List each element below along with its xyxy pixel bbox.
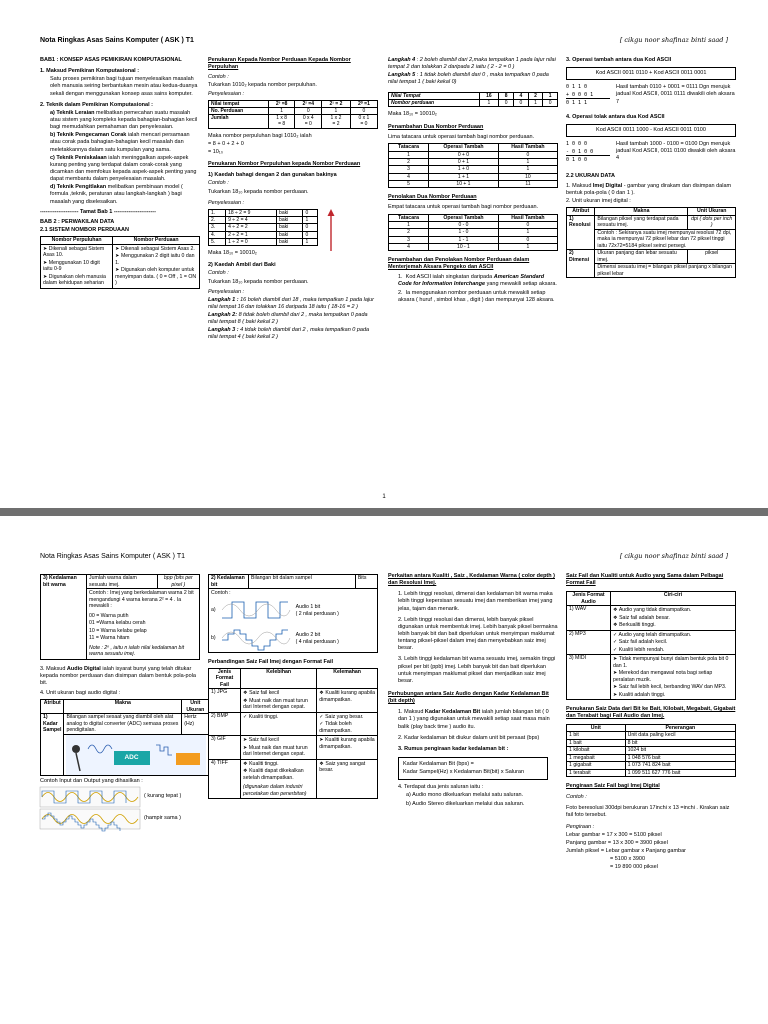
section-title: 2.2 UKURAN DATA [566, 172, 615, 179]
penyelesaian-label: Penyelesaian : [208, 90, 245, 97]
ukuran-audio-table [40, 699, 209, 776]
division-block [208, 209, 358, 246]
table-row: Nombor perduaan 1 0 0 1 0 [389, 99, 558, 106]
contoh-label: Contoh : [208, 270, 229, 277]
kadar-kedalaman-def: 1. Maksud Kadar Kedalaman Bit ialah jumlah bilangan bit ( 0 dan 1 ) yang digunakan untuk mewakili setiap saat masa main balik (play back time ) audio itu. [398, 709, 550, 730]
section-title: Penambahan dan Penolakan Nombor Perduaan dalam Menterjemah Aksara Pengeko dan ASCII [388, 257, 530, 271]
answer-line: Maka 18₁₀ = 10010₂ [388, 111, 437, 118]
table-row: 2) BMP ✓ Kualiti tinggi. ✓ Saiz yang besar. ✓ Tidak boleh dimampatkan. [209, 712, 378, 736]
doc-title: Nota Ringkas Asas Sains Komputer ( ASK ) T1 [40, 553, 185, 560]
figure-caption: Contoh Input dan Output yang dihasilkan : [40, 777, 143, 784]
saluran-b: b) Audio Stereo dikeluarkan melalui dua saluran. [406, 800, 525, 807]
division-table [208, 209, 318, 246]
table-row: 1) JPG ❖ Saiz fail kecil ❖ Muat naik dan muat turun dari Internet dengan cepat. ❖ Kualiti kurang apabila dimampatkan. [209, 689, 378, 713]
teknik-d: d) Teknik Pengitlakan melibatkan pembinaan model ( formula ,teknik, peraturan atau langkah-langkah ) bagi masalah yang diselesaikan. [50, 184, 183, 205]
table-cell: ➤ Dikenali sebagai Sistem Asas 10. ➤ Menggunakan 10 digit iaitu 0-9 ➤ Digunakan oleh manusia dalam kehidupan seharian [41, 244, 113, 288]
answer-line: = 8 + 0 + 2 + 0 [208, 140, 244, 147]
doc-title: Nota Ringkas Asas Sains Komputer ( ASK ) T1 [40, 37, 194, 44]
waveform-b [40, 809, 140, 829]
section-title: Penambahan Dua Nombor Perduaan [388, 124, 484, 131]
contoh-label: Contoh : [208, 180, 229, 187]
table-row: 1 gigabait 1 073 741 824 bait [567, 762, 736, 770]
table-row: Atribut Makna Unit Ukuran [41, 700, 209, 714]
wave-row-a [40, 787, 200, 807]
point-2: 2. Lebih tinggi resolusi dan dimensi, lebih banyak piksel digunakan untuk membentuk imej. Lebih banyak piksel bermakna lebih banyak bit dan bait diperlukan untuk menyimpan maklumat tentang piksel-piksel dalam imej dan menyebabkan saiz imej besar. [398, 616, 558, 652]
p2-column-2 [208, 572, 378, 1012]
table-row: Jumlah 1 x 8 = 8 0 x 4 = 0 1 x 2 = 2 0 x 1 = 0 [209, 115, 378, 129]
table-row: 1 bait 8 bit [567, 739, 736, 747]
penyelesaian-label: Penyelesaian : [208, 199, 245, 206]
p2-column-1 [40, 572, 205, 1012]
table-row: 1 terabait 1 099 511 627 776 bait [567, 769, 736, 777]
m1-body: Satu proses pemikiran bagi tujuan menyelesaikan masalah oleh manusia seiring berbantukan mesin atau kedua-duanya sekali dengan menggunakan konsep asas sains komputer. [50, 76, 198, 97]
nilai-tempat-table [388, 92, 558, 108]
question: Tukarkan 1010₂ kepada nombor perpuluhan. [208, 82, 317, 89]
table-header: Nombor Perduaan [113, 237, 200, 245]
table-row: 4) TIFF ❖ Kualiti tinggi. ❖ Kualiti dapat dikekalkan setelah dimampatkan. (digunakan dalam industri percetakan dan penerbitan) ❖ Saiz yang sangat besar. [209, 759, 378, 799]
table-row: Tatacara Operasi Tambah Hasil Tambah [389, 214, 558, 222]
page-header [40, 552, 728, 562]
adc-label: ADC [124, 753, 139, 761]
table-row [41, 734, 209, 775]
table-row: Jenis Format Fail Kelebihan Kelemahan [209, 668, 378, 689]
ukuran-imej-table [566, 207, 736, 278]
table-header: Nombor Perpuluhan [41, 237, 113, 245]
langkah-4: Langkah 4 : 2 boleh diambil dari 2,maka tempatkan 1 pada lajur nilai tempat 2 dan tolakkan 2 daripada 2 iaitu ( 2 - 2 = 0 ) [388, 57, 556, 71]
table-row: 1) Kadar Sampel Bilangan sampel sesaat yang diambil oleh alat analog to digital converter (ADC) semasa proses pendigitalan. Hertz (Hz) [41, 714, 209, 735]
imej-digital-def: 1. Maksud Imej Digital - gambar yang dirakam dan disimpan dalam bentuk pola-pola ( 0 dan 1 ). [566, 182, 732, 196]
table-row: 3) GIF ➤ Saiz fail kecil ➤ Muat naik dan muat turun dari Internet dengan cepat. ➤ Kualiti kurang apabila dimampatkan. [209, 736, 378, 760]
table-row: 4 10 - 1 1 [389, 243, 558, 250]
section-title: Perbandingan Saiz Fail Imej dengan Format Fail [208, 658, 333, 665]
tolak-calc: 1 0 0 0 - 0 1 0 0 0 1 0 0 Hasil tambah 1000 - 0100 = 0100 Dgn merujuk jadual Kod ASCII, 0011 0100 diwakili oleh aksara 4 [566, 141, 736, 164]
section-title: Penukaran Saiz Data dari Bit ke Bait, Kilobait, Megabait, Gigabait dan Terabait bagi Fail Audio dan Imej. [566, 706, 736, 720]
page-number: 1 [382, 494, 386, 501]
section-title: Saiz Fail dan Kualiti untuk Audio yang Sama dalam Pelbagai Format Fail [566, 573, 724, 587]
p1-column-3 [388, 56, 558, 496]
t2-title: 2. Teknik dalam Pemikiran Komputasional : [40, 101, 153, 108]
table-row: 4. 2 ÷ 2 = 1 baki 0 [209, 231, 318, 238]
tambah-result: Hasil tambah 0110 + 0001 = 0111 Dgn merujuk jadual Kod ASCII, 0011 0111 diwakili oleh aksara 7 [616, 84, 735, 105]
wave-row-b [40, 809, 200, 829]
arrow-up-icon [326, 209, 336, 251]
table-row: 2 0 + 1 1 [389, 159, 558, 166]
table-row: 1. 18 ÷ 2 = 9 baki 0 [209, 209, 318, 216]
calc-line: Jumlah piksel = Lebar gambar x Panjang gambar [566, 848, 686, 855]
wave-a-label: ( kurang tepat ) [144, 793, 182, 800]
question: Tukarkan 18₁₀ kepada nombor perduaan. [208, 278, 309, 285]
table-row: 1 kilobait 1024 bit [567, 747, 736, 755]
p2-column-3 [388, 572, 558, 1012]
unit-data-table [566, 724, 736, 778]
rumus-box: Kadar Kedalaman Bit (bps) = Kadar Sampel(Hz) x Kedalaman Bit(bit) x Saluran [398, 757, 548, 780]
unit-audio-title: 4. Unit ukuran bagi audio digital : [40, 689, 121, 696]
langkah-3: Langkah 3 : 4 tidak boleh diambil dari 2 , maka tempatkan 0 pada nilai tempat 4 ( baki kekal 2 ) [208, 327, 370, 341]
table-row: 5. 1 ÷ 2 = 0 baki 1 [209, 238, 318, 245]
ascii-box: Kod ASCII 0011 1000 - Kod ASCII 0011 0100 [566, 124, 736, 137]
audio-digital-def: 3. Maksud Audio Digital ialah isyarat bunyi yang telah ditukar kepada nombor perduaan dan disimpan dalam bentuk pola-pola bit. [40, 665, 196, 686]
answer-line: Maka 18₁₀ = 10010₂ [208, 250, 257, 257]
table-row: 3. 4 ÷ 2 = 2 baki 0 [209, 224, 318, 231]
example-text: Foto beresolusi 300dpi berukuran 17inchi x 13 =inchi . Kirakan saiz fail foto tersebut. [566, 805, 730, 819]
table-row: 1) Resolusi Bilangan piksel yang terdapat pada sesuatu imej. dpi ( dots per inch ) [567, 215, 736, 229]
table-row: Contoh : a) Audio 1 bit ( 2 nilai perduaan ) b) Audio 2 bit ( 4 nilai perduaan ) [209, 589, 378, 653]
section-title: Penukaran Nombor Perpuluhan kepada Nombor Perduaan [208, 161, 361, 168]
table-row: 3) Kedalaman bit warna Jumlah warna dalam sesuatu imej. bpp (bits per pixel ) [41, 575, 200, 589]
p1-column-2 [208, 56, 378, 496]
intro-text: Empat tatacara untuk operasi tambah bagi nombor perduaan. [388, 204, 539, 211]
table-row: Contoh : Sekiranya suatu imej mempunyai resolusi 72 dpi, maka ia mempunyai 72 piksel lebar dan 72 piksel tinggi iaitu 72x72=5184 piksel seinci persegi. [567, 229, 736, 250]
section-title: Perhubungan antara Saiz Audio dengan Kadar Kedalaman Bit (bit depth) [388, 690, 549, 705]
wave-b-label: (hampir sama ) [144, 815, 181, 822]
table-row: 1 megabait 1 048 576 bait [567, 754, 736, 762]
kaedah-2-title: 2) Kaedah Ambil dari Baki [208, 262, 276, 269]
table-row: Jenis Format Audio Ciri-ciri [567, 592, 736, 606]
ascii-point-2: 2. Ia menggunakan nombor perduaan untuk mewakili setiap aksara ( huruf , simbol khas , digit ) dan mempunyai 128 aksara. [398, 289, 555, 303]
point-1: 1. Lebih tinggi resolusi, dimensi dan kedalaman bit warna maka lebih tinggi kepersisan sesuatu imej dan memberikan imej yang jelas, tajam dan menarik. [398, 591, 553, 612]
pengiraan-label: Pengiraan : [566, 823, 595, 830]
ascii-box: Kod ASCII 0011 0110 + Kod ASCII 0011 0001 [566, 67, 736, 80]
nombor-compare-table [40, 236, 200, 289]
calc-line: Panjang gambar = 13 x 300 = 3900 piksel [566, 839, 668, 846]
bab1-title: BAB1 : KONSEP ASAS PEMIKIRAN KOMPUTASIONAL [40, 57, 182, 63]
doc-author: [ cikgu noor shafinaz binti saad ] [619, 36, 728, 44]
langkah-1: Langkah 1 : 16 boleh diambil dari 18 , maka tempatkan 1 pada lajur nilai tempat 16 dan tolakkan 16 daripada 18 iaitu ( 18-16 = 2 ) [208, 296, 375, 310]
point-2: 2. Kadar kedalaman bit diukur dalam unit bit persaat (bps) [398, 734, 540, 741]
audio-1bit-wave [220, 598, 292, 624]
table-row: 3) MIDI ➤ Tidak mempunyai bunyi dalam bentuk pola bit 0 dan 1. ➤ Merekod dan mengawal nota bagi setiap peralatan muzik. ➤ Saiz fail lebih kecil, berbanding WAV dan MP3. ➤ Kualiti adalah tinggi. [567, 655, 736, 700]
table-row: 2) MP3 ✓ Audio yang telah dimampatkan. ✓ Saiz fail adalah kecil. ✓ Kualiti lebih rendah. [567, 630, 736, 655]
microphone-icon [72, 745, 80, 753]
table-row: Unit Penerangan [567, 724, 736, 732]
table-row: Contoh : Imej yang berkedalaman warna 2 bit mengandungi 4 warna kerana 2² = 4 . Ia mewakili : 00 = Warna putih 01 =Warna kelabu cerah 10 = Warna kelabu gelap 11 = Warna hitam Note : 2ⁿ , iaitu n ialah nilai kedalaman bit warna sesuatu imej. [41, 589, 200, 660]
table-row: 2 1 - 0 1 [389, 229, 558, 236]
unit-ukuran-title: 2. Unit ukuran imej digital : [566, 197, 631, 204]
table-row: 4 1 + 1 10 [389, 173, 558, 180]
operasi-tambah-title: 3. Operasi tambah antara dua Kod ASCII [566, 57, 672, 63]
intro-text: Lima tatacara untuk operasi tambah bagi nombor perduaan. [388, 134, 535, 141]
table-row: Nilai tempat 2³ =8 2² =4 2¹ = 2 2⁰ =1 [209, 100, 378, 107]
table-row: 1 bit Unit data paling kecil [567, 732, 736, 740]
penolakan-table [388, 214, 558, 252]
operasi-tolak-title: 4. Operasi tolak antara dua Kod ASCII [566, 113, 665, 120]
s21-title: 2.1 SISTEM NOMBOR PERDUAAN [40, 226, 129, 233]
calc-line: = 5100 x 3900 [610, 856, 646, 863]
kaedah-1-title: 1) Kaedah bahagi dengan 2 dan gunakan bakinya [208, 172, 337, 179]
langkah-5: Langkah 5 : 1 tidak boleh diambil dari 0 , maka tempatkan 0 pada nilai tempat 1 ( baki kekal 0) [388, 72, 549, 86]
tambah-calc: 0 1 1 0 + 0 0 0 1 0 1 1 1 Hasil tambah 0110 + 0001 = 0111 Dgn merujuk jadual Kod ASCII, 0011 0111 diwakili oleh aksara 7 [566, 84, 735, 107]
saluran-a: a) Audio mono dikeluarkan melalui satu saluran. [406, 792, 524, 799]
format-imej-table [208, 668, 378, 800]
table-row: Nilai Tempat 16 8 4 2 1 [389, 92, 558, 99]
waveform-a [40, 787, 140, 807]
tolak-result: Hasil tambah 1000 - 0100 = 0100 Dgn merujuk jadual Kod ASCII, 0011 0100 diwakili oleh aksara 4 [616, 141, 736, 162]
format-audio-table [566, 591, 736, 700]
section-title: Pengiraan Saiz Fail bagi Imej Digital [566, 783, 660, 790]
table-row: 3 1 + 0 1 [389, 166, 558, 173]
section-title: Perkaitan antara Kualiti , Saiz , Kedalaman Warna ( color depth ) dan Resolusi Imej. [388, 573, 555, 587]
table-row: No. Perduaan 1 0 1 0 [209, 107, 378, 114]
answer-line: = 10₁₀ [208, 148, 223, 155]
teknik-a: a) Teknik Leraian melibatkan pemecahan suatu masalah atau sistem yang kompleks kepada bahagian-bahagian kecil bagi memudahkan pemahaman dan penyelesaian. [50, 109, 198, 131]
teknik-c: c) Teknik Peniskalaan ialah meninggalkan aspek-aspek kurang penting yang terdapat dalam corak-corak yang dicamkan dan memfokus kepada aspek-aspek penting yang dapat membantu dalam penyelesaian masalah. [50, 154, 197, 183]
bab2-title: BAB 2 : PERWAKILAN DATA [40, 218, 115, 225]
penambahan-table [388, 143, 558, 188]
table-row: 1 0 + 0 0 [389, 151, 558, 158]
section-title: Penukaran Kepada Nombor Perduaan Kepada Nombor Perpuluhan [208, 57, 351, 71]
contoh-label: Contoh : [208, 74, 229, 81]
ascii-point-1: 1. Kod ASCII ialah singkatan daripada American Standard Code for Information Interchange yang mewakili setiap aksara. [398, 274, 557, 288]
table-row: 1 0 - 0 0 [389, 222, 558, 229]
table-row: Dimensi sesuatu imej = bilangan piksel panjang x bilangan piksel lebar [567, 264, 736, 278]
langkah-2: Langkah 2: 8 tidak boleh diambil dari 2 , maka tempatkan 0 pada nilai tempat 8 ( baki kekal 2 ) [208, 312, 368, 326]
table-row: 5 10 + 1 11 [389, 180, 558, 187]
section-title: Penolakan Dua Nombor Perduaan [388, 194, 477, 201]
table-cell: ➤ Dikenali sebagai Sistem Asas 2. ➤ Menggunakan 2 digit iaitu 0 dan 1. ➤ Digunakan oleh komputer untuk menyimpan data. ( 0 = Off , 1 = ON ) [113, 244, 200, 288]
saluran-title: 4. Terdapat dua jenis saluran iaitu : [398, 784, 484, 791]
place-value-table [208, 100, 378, 129]
p1-column-1 [40, 56, 200, 496]
m1-title: 1. Maksud Pemikiran Komputasional : [40, 68, 140, 75]
doc-author: [ cikgu noor shafinaz binti saad ] [619, 552, 728, 560]
page-header [40, 36, 728, 46]
table-row: 2. 9 ÷ 2 = 4 baki 1 [209, 217, 318, 224]
table-row: 3 1 - 1 0 [389, 236, 558, 243]
calc-line: = 19 890 000 piksel [610, 864, 658, 871]
teknik-b: b) Teknik Pengecaman Corak ialah mencari persamaan atau corak pada bahagian-bahagian kecil masalah dan meletakkannya dalam satu kumpulan yang sama. [50, 132, 190, 153]
kedalaman-bit-warna-table [40, 574, 200, 660]
page-1 [0, 0, 768, 508]
answer-line: Maka nombor perpuluhan bagi 1010₂ ialah [208, 132, 312, 139]
contoh-label: Contoh : [566, 794, 587, 801]
page-2 [0, 516, 768, 1024]
penyelesaian-label: Penyelesaian : [208, 288, 245, 295]
table-row: Atribut Makna Unit Ukuran [567, 208, 736, 216]
tamat-bab1: --------------------- Tamat Bab 1 ----------------------- [40, 208, 156, 215]
p1-column-4 [566, 56, 736, 496]
p2-column-4 [566, 572, 736, 1012]
kedalaman-bit-audio-table [208, 574, 378, 653]
audio-2bit-wave [220, 626, 292, 652]
rumus-title: 3. Rumus pengiraan kadar kedalaman bit : [398, 745, 509, 752]
calc-line: Lebar gambar = 17 x 300 = 5100 piksel [566, 831, 662, 838]
table-row: 2) Dimensi Ukuran panjang dan lebar sesuatu imej. piksel [567, 250, 736, 264]
question: Tukarkan 18₁₀ kepada nombor perduaan. [208, 188, 309, 195]
table-row: 1) WAV ❖ Audio yang tidak dimampatkan. ❖ Saiz fail adalah besar. ❖ Berkualiti tinggi. [567, 606, 736, 631]
table-row: 2) Kedalaman bit Bilangan bit dalam sampel Bits [209, 575, 378, 589]
table-row: Tatacara Operasi Tambah Hasil Tambah [389, 144, 558, 152]
point-3: 3. Lebih tinggi kedalaman bit warna sesuatu imej, semakin tinggi piksel per bit (ppb) imej. Lebih banyak bit dan bait diperlukan untuk menyimpan maklumat piksel dan menjadikan saiz imej besar. [398, 656, 556, 684]
